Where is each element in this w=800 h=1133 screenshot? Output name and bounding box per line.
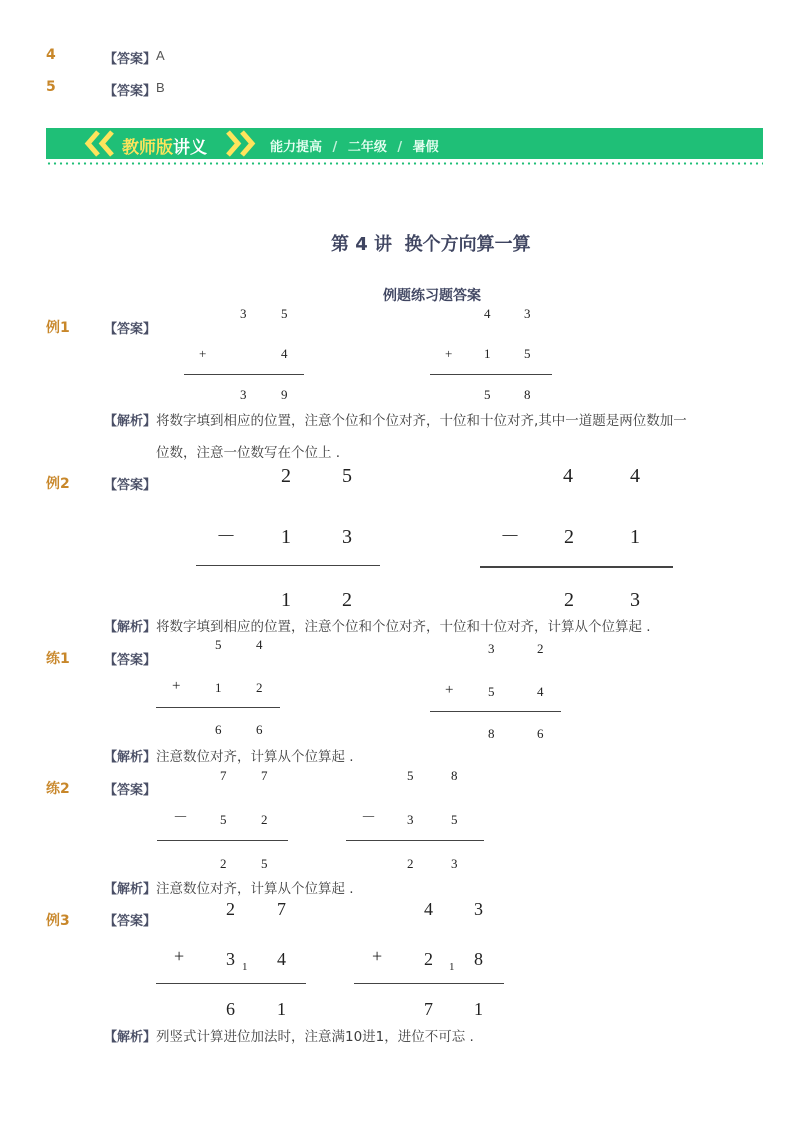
problem-label: 例2 bbox=[46, 476, 70, 492]
digit: 3 bbox=[342, 526, 352, 548]
digit: 3 bbox=[451, 856, 458, 871]
double-chevron-right-icon bbox=[222, 129, 262, 158]
analysis-tag: 【解析】 bbox=[104, 620, 157, 635]
digit: 5 bbox=[451, 812, 458, 827]
breadcrumb-separator: / bbox=[397, 140, 403, 155]
digit: 2 bbox=[424, 949, 433, 969]
breadcrumb-item: 二年级 bbox=[347, 140, 387, 155]
digit: 1 bbox=[474, 999, 483, 1019]
brand-title bbox=[122, 133, 207, 158]
digit: 1 bbox=[484, 346, 491, 361]
digit: 2 bbox=[256, 680, 263, 695]
sum-line bbox=[430, 711, 561, 712]
digit: 5 bbox=[524, 346, 531, 361]
breadcrumb-item: 暑假 bbox=[412, 140, 439, 155]
analysis-text: 将数字填到相应的位置，注意个位和个位对齐，十位和十位对齐，计算从个位算起 . bbox=[156, 619, 651, 635]
brand-title-part-b: 讲义 bbox=[173, 138, 207, 158]
dotted-divider bbox=[46, 162, 763, 165]
answer-tag: 【答案】 bbox=[104, 914, 157, 929]
problem-label: 例1 bbox=[46, 320, 70, 336]
digit: 5 bbox=[215, 637, 222, 652]
digit: 6 bbox=[256, 722, 263, 737]
answer-value: B bbox=[156, 80, 165, 95]
digit: 6 bbox=[226, 999, 235, 1019]
analysis-text: 注意数位对齐，计算从个位算起 . bbox=[156, 749, 354, 765]
analysis-tag: 【解析】 bbox=[104, 1030, 157, 1045]
digit: 7 bbox=[220, 768, 227, 783]
digit: 8 bbox=[451, 768, 458, 783]
digit: 5 bbox=[342, 465, 352, 487]
analysis-text: 注意数位对齐，计算从个位算起 . bbox=[156, 881, 354, 897]
difference-line bbox=[157, 840, 288, 841]
digit: 3 bbox=[524, 306, 531, 321]
analysis-text: 将数字填到相应的位置，注意个位和个位对齐，十位和十位对齐,其中一道题是两位数加一 bbox=[156, 413, 687, 429]
digit: 1 bbox=[215, 680, 222, 695]
digit: 6 bbox=[215, 722, 222, 737]
digit: 4 bbox=[484, 306, 491, 321]
answer-tag: 【答案】 bbox=[104, 52, 157, 67]
breadcrumb bbox=[270, 136, 439, 155]
operator: － bbox=[216, 526, 236, 548]
digit: 2 bbox=[226, 899, 235, 919]
digit: 2 bbox=[281, 465, 291, 487]
section-title: 例题练习题答案 bbox=[383, 288, 481, 304]
operator: － bbox=[173, 810, 189, 826]
answer-tag: 【答案】 bbox=[104, 478, 157, 493]
digit: 8 bbox=[524, 387, 531, 402]
double-chevron-left-icon bbox=[82, 129, 122, 158]
operator: + bbox=[372, 946, 383, 966]
digit: 1 bbox=[281, 589, 291, 611]
digit: 7 bbox=[424, 999, 433, 1019]
operator: + bbox=[445, 682, 454, 698]
breadcrumb-separator: / bbox=[332, 140, 338, 155]
digit: 3 bbox=[407, 812, 414, 827]
digit: 1 bbox=[281, 526, 291, 548]
problem-label: 练2 bbox=[46, 781, 70, 797]
digit: 2 bbox=[564, 589, 574, 611]
answer-tag: 【答案】 bbox=[104, 84, 157, 99]
problem-label: 练1 bbox=[46, 651, 70, 667]
digit: 3 bbox=[630, 589, 640, 611]
header-banner bbox=[46, 128, 763, 159]
digit: 5 bbox=[484, 387, 491, 402]
digit: 5 bbox=[281, 306, 288, 321]
digit: 1 bbox=[630, 526, 640, 548]
carry-digit: 1 bbox=[449, 961, 455, 973]
analysis-text: 位数，注意一位数写在个位上 . bbox=[156, 445, 341, 461]
digit: 2 bbox=[537, 641, 544, 656]
problem-label: 例3 bbox=[46, 913, 70, 929]
digit: 5 bbox=[220, 812, 227, 827]
operator: － bbox=[500, 526, 520, 548]
operator: + bbox=[445, 346, 453, 361]
difference-line bbox=[196, 565, 380, 566]
sum-line bbox=[156, 983, 306, 984]
analysis-tag: 【解析】 bbox=[104, 414, 157, 429]
sum-line bbox=[354, 983, 504, 984]
digit: 8 bbox=[474, 949, 483, 969]
answer-tag: 【答案】 bbox=[104, 653, 157, 668]
digit: 5 bbox=[488, 684, 495, 699]
sum-line bbox=[156, 707, 280, 708]
digit: 2 bbox=[220, 856, 227, 871]
digit: 4 bbox=[277, 949, 286, 969]
digit: 4 bbox=[256, 637, 263, 652]
difference-line bbox=[480, 566, 673, 568]
brand-title-part-a: 教师版 bbox=[122, 138, 173, 158]
analysis-tag: 【解析】 bbox=[104, 882, 157, 897]
operator: + bbox=[174, 946, 185, 966]
question-number: 5 bbox=[46, 79, 56, 95]
digit: 2 bbox=[407, 856, 414, 871]
digit: 7 bbox=[277, 899, 286, 919]
digit: 3 bbox=[488, 641, 495, 656]
digit: 2 bbox=[261, 812, 268, 827]
digit: 5 bbox=[407, 768, 414, 783]
digit: 4 bbox=[563, 465, 573, 487]
digit: 8 bbox=[488, 726, 495, 741]
question-number: 4 bbox=[46, 47, 56, 63]
analysis-tag: 【解析】 bbox=[104, 750, 157, 765]
digit: 1 bbox=[277, 999, 286, 1019]
answer-tag: 【答案】 bbox=[104, 322, 157, 337]
digit: 2 bbox=[342, 589, 352, 611]
digit: 4 bbox=[537, 684, 544, 699]
digit: 4 bbox=[424, 899, 433, 919]
operator: + bbox=[199, 346, 207, 361]
difference-line bbox=[346, 840, 484, 841]
digit: 4 bbox=[630, 465, 640, 487]
answer-tag: 【答案】 bbox=[104, 783, 157, 798]
digit: 3 bbox=[226, 949, 235, 969]
digit: 3 bbox=[474, 899, 483, 919]
digit: 3 bbox=[240, 306, 247, 321]
sum-line bbox=[184, 374, 304, 375]
digit: 6 bbox=[537, 726, 544, 741]
analysis-text: 列竖式计算进位加法时，注意满10进1，进位不可忘 . bbox=[156, 1029, 474, 1045]
answer-value: A bbox=[156, 48, 165, 63]
digit: 3 bbox=[240, 387, 247, 402]
lesson-title: 第 4 讲 换个方向算一算 bbox=[331, 234, 531, 255]
carry-digit: 1 bbox=[242, 961, 248, 973]
operator: + bbox=[172, 678, 181, 694]
digit: 9 bbox=[281, 387, 288, 402]
sum-line bbox=[430, 374, 552, 375]
breadcrumb-item: 能力提高 bbox=[270, 140, 323, 155]
digit: 5 bbox=[261, 856, 268, 871]
digit: 7 bbox=[261, 768, 268, 783]
digit: 2 bbox=[564, 526, 574, 548]
digit: 4 bbox=[281, 346, 288, 361]
operator: － bbox=[361, 810, 377, 826]
